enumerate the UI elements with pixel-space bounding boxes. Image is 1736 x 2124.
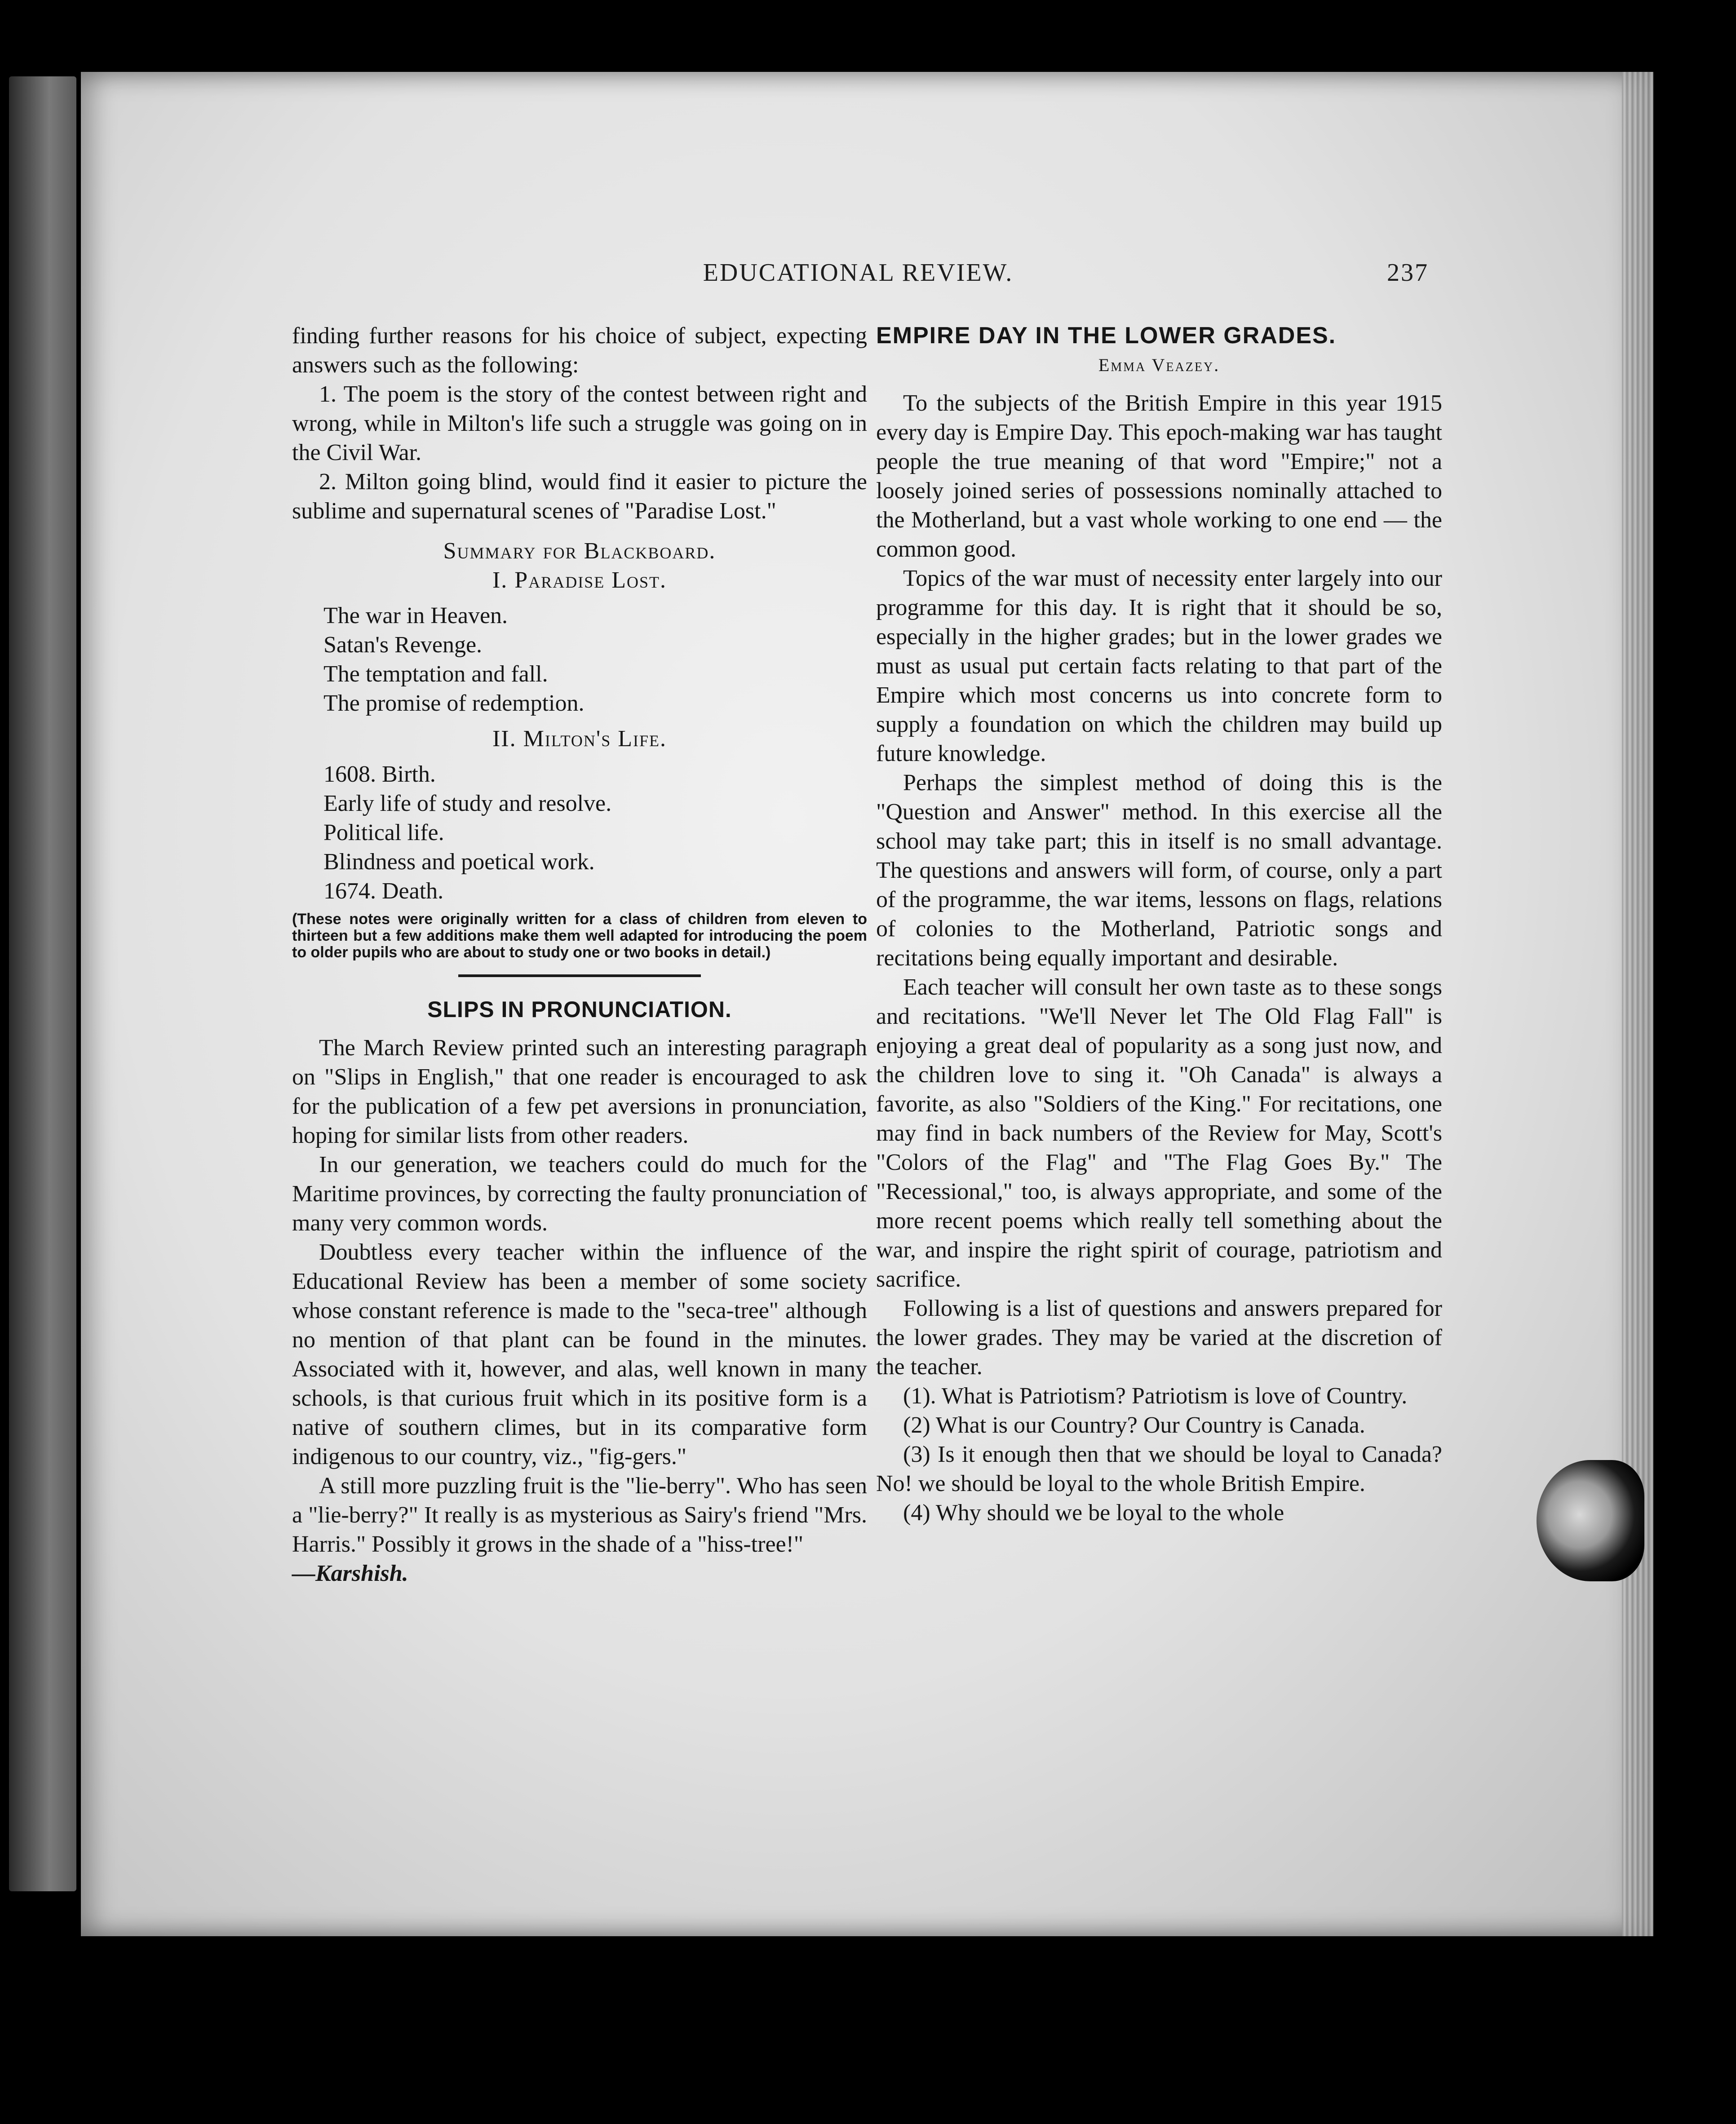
left-column bbox=[292, 321, 867, 1588]
part2-heading: II. Milton's Life. bbox=[492, 726, 667, 752]
part2-item: 1608. Birth. bbox=[323, 761, 436, 787]
part2-item: 1674. Death. bbox=[323, 878, 444, 904]
reason-1: 1. The poem is the story of the contest between right and wrong, while in Milton's life such a struggle was going on in the Civil War. bbox=[292, 381, 867, 465]
empire-paragraph: Each teacher will consult her own taste as to these songs and recitations. "We'll Never let The Old Flag Fall" is enjoying a great deal of popularity as a song just now, and the children love to sing it. "Oh Canada" is always a favorite, as also "Soldiers of the King." For recitations, one may find in back numbers of the Review for May, Scott's "Colors of the Flag" and "The Flag Goes By." The "Recessional," too, is always appropriate, and some of the more recent poems which really tell something about the war, and inspire the right spirit of courage, patriotism and sacrifice. bbox=[876, 974, 1442, 1292]
question-item: (2) What is our Country? Our Country is Canada. bbox=[903, 1412, 1365, 1438]
author-signature: —Karshish. bbox=[292, 1561, 408, 1586]
slips-paragraph: The March Review printed such an interesting paragraph on "Slips in English," that one reader is encouraged to ask for the publication of a few pet aversions in pronunciation, hoping for similar lists from other readers. bbox=[292, 1035, 867, 1148]
journal-title: EDUCATIONAL REVIEW. bbox=[703, 259, 1014, 287]
section-divider bbox=[458, 974, 701, 977]
thumb-holding-page bbox=[1537, 1460, 1644, 1581]
author-byline: Emma Veazey. bbox=[1098, 355, 1220, 375]
reason-2: 2. Milton going blind, would find it easier to picture the sublime and supernatural scenes of "Paradise Lost." bbox=[292, 469, 867, 524]
empire-paragraph: To the subjects of the British Empire in this year 1915 every day is Empire Day. This epoch-making war has taught people the true meaning of that word "Empire;" not a loosely joined series of possessions nominally attached to the Motherland, but a vast whole working to one end — the common good. bbox=[876, 390, 1442, 562]
part1-item: The temptation and fall. bbox=[323, 661, 548, 687]
page-stack-edges bbox=[1622, 72, 1653, 1936]
part2-item: Early life of study and resolve. bbox=[323, 791, 612, 816]
part1-item: Satan's Revenge. bbox=[323, 632, 483, 658]
right-column bbox=[876, 321, 1442, 1527]
question-item: (1). What is Patriotism? Patriotism is love of Country. bbox=[903, 1383, 1408, 1409]
editor-note: (These notes were originally written for a class of children from eleven to thirteen but a few additions make them well adapted for introducing the poem to older pupils who are about to study one or two books in detail.) bbox=[292, 911, 867, 961]
empire-paragraph: Perhaps the simplest method of doing this is the "Question and Answer" method. In this exercise all the school may take part; this in itself is no small advantage. The questions and answers will form, of course, only a part of the programme, the war items, lessons on flags, relations of colonies to the Motherland, Patriotic songs and recitations being equally important and desirable. bbox=[876, 770, 1442, 971]
slips-paragraph: A still more puzzling fruit is the "lie-berry". Who has seen a "lie-berry?" It really is as mysterious as Sairy's friend "Mrs. Harris." Possibly it grows in the shade of a "hiss-tree!" bbox=[292, 1473, 867, 1557]
slips-paragraph: In our generation, we teachers could do much for the Maritime provinces, by correcting the faulty pronunciation of many very common words. bbox=[292, 1152, 867, 1236]
slips-section-title: SLIPS IN PRONUNCIATION. bbox=[427, 997, 732, 1022]
adjacent-page-edge bbox=[9, 76, 76, 1891]
page-number: 237 bbox=[1387, 259, 1429, 287]
question-item: (4) Why should we be loyal to the whole bbox=[903, 1500, 1284, 1526]
slips-paragraph: Doubtless every teacher within the influence of the Educational Review has been a member of some society whose constant reference is made to the "seca-tree" although no mention of that plant can be found in the minutes. Associated with it, however, and alas, well known in many schools, is that curious fruit which in its positive form is a native of southern climes, but in its comparative form indigenous to our country, viz., "fig-gers." bbox=[292, 1239, 867, 1469]
empire-paragraph: Topics of the war must of necessity enter largely into our programme for this day. It is right that it should be so, especially in the higher grades; but in the lower grades we must as usual put certain facts relating to that part of the Empire which most concerns us into concrete form to supply a foundation on which the children may build up future knowledge. bbox=[876, 566, 1442, 766]
summary-heading: Summary for Blackboard. bbox=[443, 538, 716, 564]
part2-item: Political life. bbox=[323, 820, 444, 845]
intro-paragraph: finding further reasons for his choice of subject, expecting answers such as the following: bbox=[292, 323, 867, 378]
empire-day-title: EMPIRE DAY IN THE LOWER GRADES. bbox=[876, 323, 1337, 349]
question-item: (3) Is it enough then that we should be loyal to Canada? No! we should be loyal to the whole British Empire. bbox=[876, 1442, 1442, 1496]
empire-paragraph: Following is a list of questions and answers prepared for the lower grades. They may be varied at the discretion of the teacher. bbox=[876, 1296, 1442, 1380]
part1-item: The promise of redemption. bbox=[323, 690, 585, 716]
part1-heading: I. Paradise Lost. bbox=[492, 567, 667, 593]
part2-item: Blindness and poetical work. bbox=[323, 849, 595, 875]
part1-item: The war in Heaven. bbox=[323, 603, 508, 628]
